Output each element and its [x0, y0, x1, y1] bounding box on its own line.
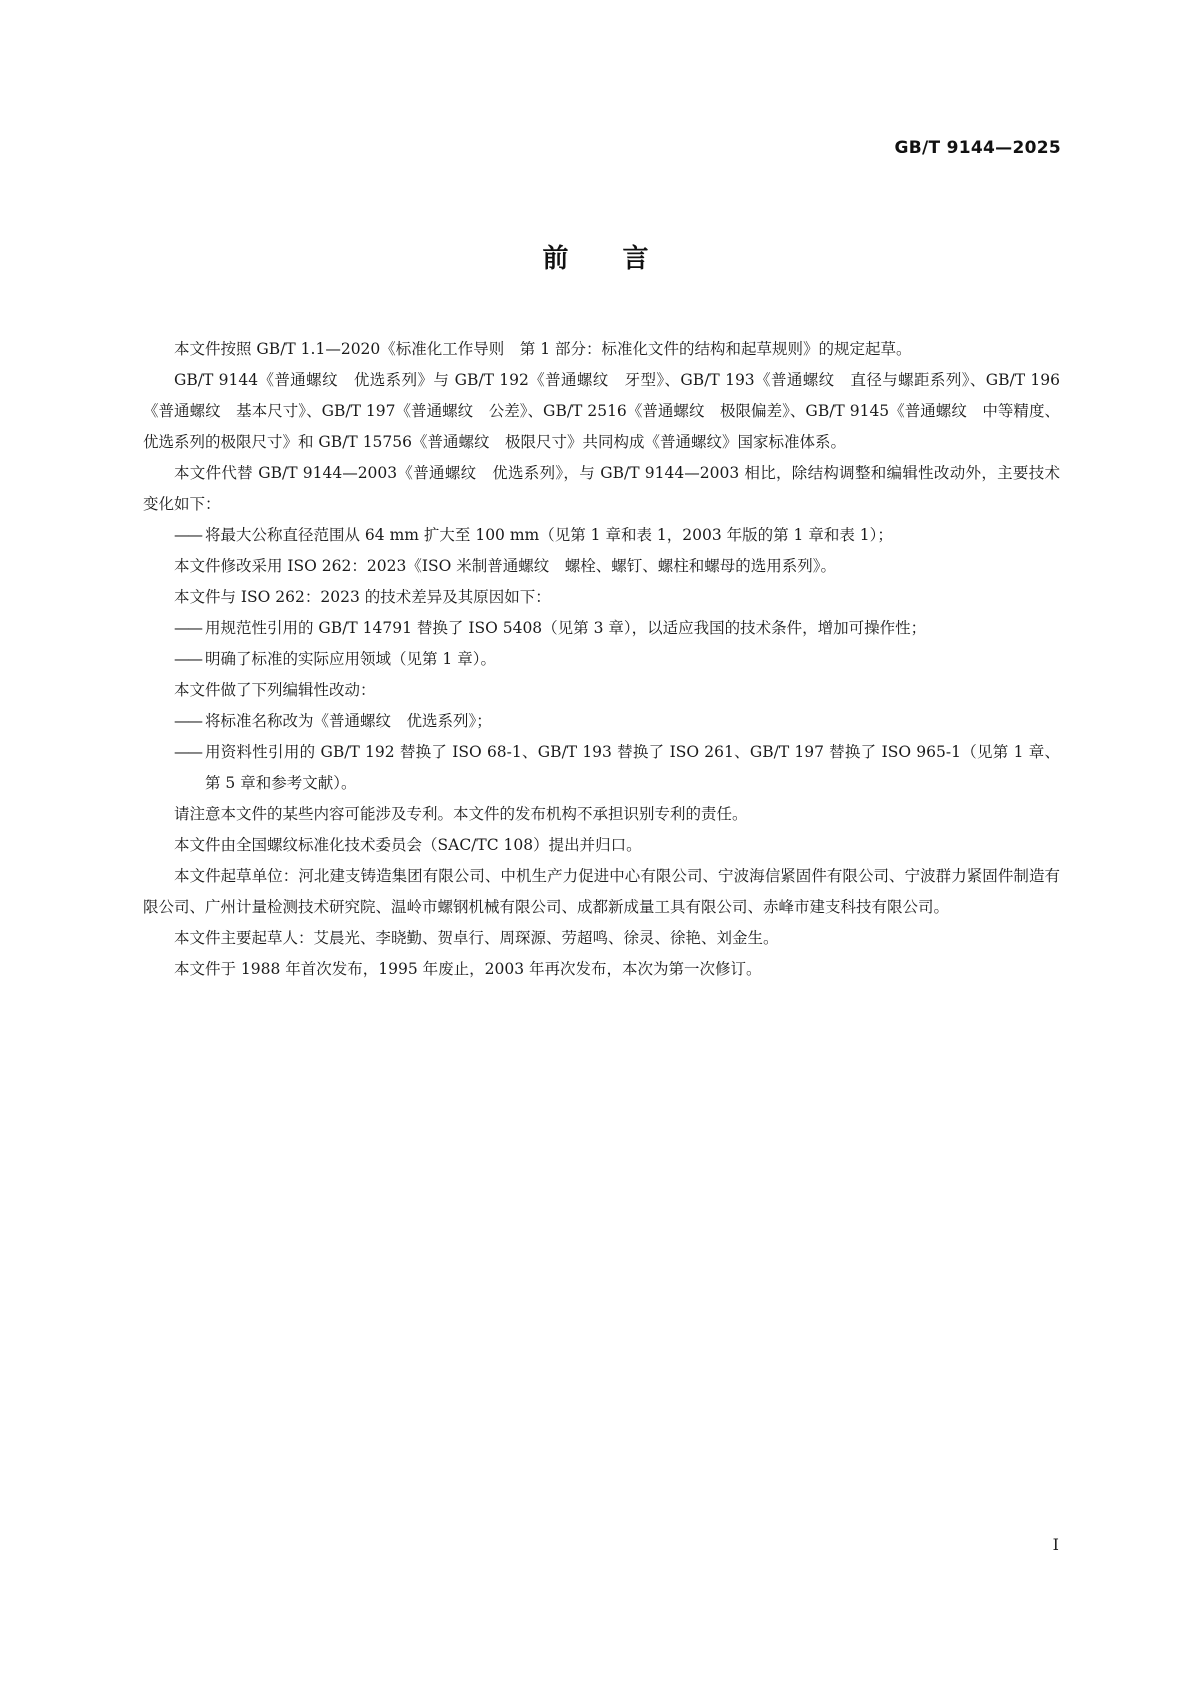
list-item-editorial-2	[143, 737, 1060, 799]
paragraph-standard-system: GB/T 9144《普通螺纹 优选系列》与 GB/T 192《普通螺纹 牙型》、GB/T 193《普通螺纹 直径与螺距系列》、GB/T 196《普通螺纹 基本尺寸》、GB/T 197《普通螺纹 公差》、GB/T 2516《普通螺纹 极限偏差》、GB/T 9145《普通螺纹 中等精度、优选系列的极限尺寸》和 GB/T 15756《普通螺纹 极限尺寸》共同构成《普通螺纹》国家标准体系。	[143, 371, 1060, 451]
paragraph-patent-notice: 请注意本文件的某些内容可能涉及专利。本文件的发布机构不承担识别专利的责任。	[174, 805, 748, 823]
dash-marker: ——	[174, 526, 201, 544]
list-item-text: 明确了标准的实际应用领域（见第 1 章）。	[205, 650, 496, 668]
dash-marker: ——	[174, 712, 201, 730]
list-item-editorial-1	[143, 706, 1060, 737]
list-item-text: 将最大公称直径范围从 64 mm 扩大至 100 mm（见第 1 章和表 1，2003 年版的第 1 章和表 1）；	[205, 526, 893, 544]
paragraph-replacement: 本文件代替 GB/T 9144—2003《普通螺纹 优选系列》，与 GB/T 9144—2003 相比，除结构调整和编辑性改动外，主要技术变化如下：	[143, 464, 1060, 513]
paragraph-drafters: 本文件主要起草人：艾晨光、李晓勤、贺卓行、周琛源、劳超鸣、徐灵、徐艳、刘金生。	[174, 929, 779, 947]
standard-code: GB/T 9144—2025	[894, 138, 1061, 158]
list-item-technical-change	[143, 520, 1060, 551]
list-item-text: 将标准名称改为《普通螺纹 优选系列》；	[205, 712, 492, 730]
list-item-difference-1	[143, 613, 1060, 644]
list-item-text: 用规范性引用的 GB/T 14791 替换了 ISO 5408（见第 3 章），以适应我国的技术条件，增加可操作性；	[205, 619, 927, 637]
paragraph-technical-differences: 本文件与 ISO 262：2023 的技术差异及其原因如下：	[174, 588, 551, 606]
paragraph-drafting-basis: 本文件按照 GB/T 1.1—2020《标准化工作导则 第 1 部分：标准化文件的结构和起草规则》的规定起草。	[174, 340, 912, 358]
page-number: I	[1052, 1535, 1059, 1554]
list-item-difference-2	[143, 644, 1060, 675]
dash-marker: ——	[174, 743, 201, 761]
list-item-text: 用资料性引用的 GB/T 192 替换了 ISO 68-1、GB/T 193 替换了 ISO 261、GB/T 197 替换了 ISO 965-1（见第 1 章、第 5 章和参考文献）。	[205, 743, 1060, 792]
page-title: 前言	[542, 244, 703, 274]
paragraph-iso-adoption: 本文件修改采用 ISO 262：2023《ISO 米制普通螺纹 螺栓、螺钉、螺柱和螺母的选用系列》。	[174, 557, 836, 575]
paragraph-drafting-units: 本文件起草单位：河北建支铸造集团有限公司、中机生产力促进中心有限公司、宁波海信紧固件有限公司、宁波群力紧固件制造有限公司、广州计量检测技术研究院、温岭市螺钢机械有限公司、成都新成量工具有限公司、赤峰市建支科技有限公司。	[143, 867, 1060, 916]
paragraph-proposer: 本文件由全国螺纹标准化技术委员会（SAC/TC 108）提出并归口。	[174, 836, 642, 854]
preface-body	[143, 334, 1060, 985]
dash-marker: ——	[174, 650, 201, 668]
dash-marker: ——	[174, 619, 201, 637]
paragraph-history: 本文件于 1988 年首次发布，1995 年废止，2003 年再次发布，本次为第一次修订。	[174, 960, 762, 978]
paragraph-editorial-changes: 本文件做了下列编辑性改动：	[174, 681, 376, 699]
